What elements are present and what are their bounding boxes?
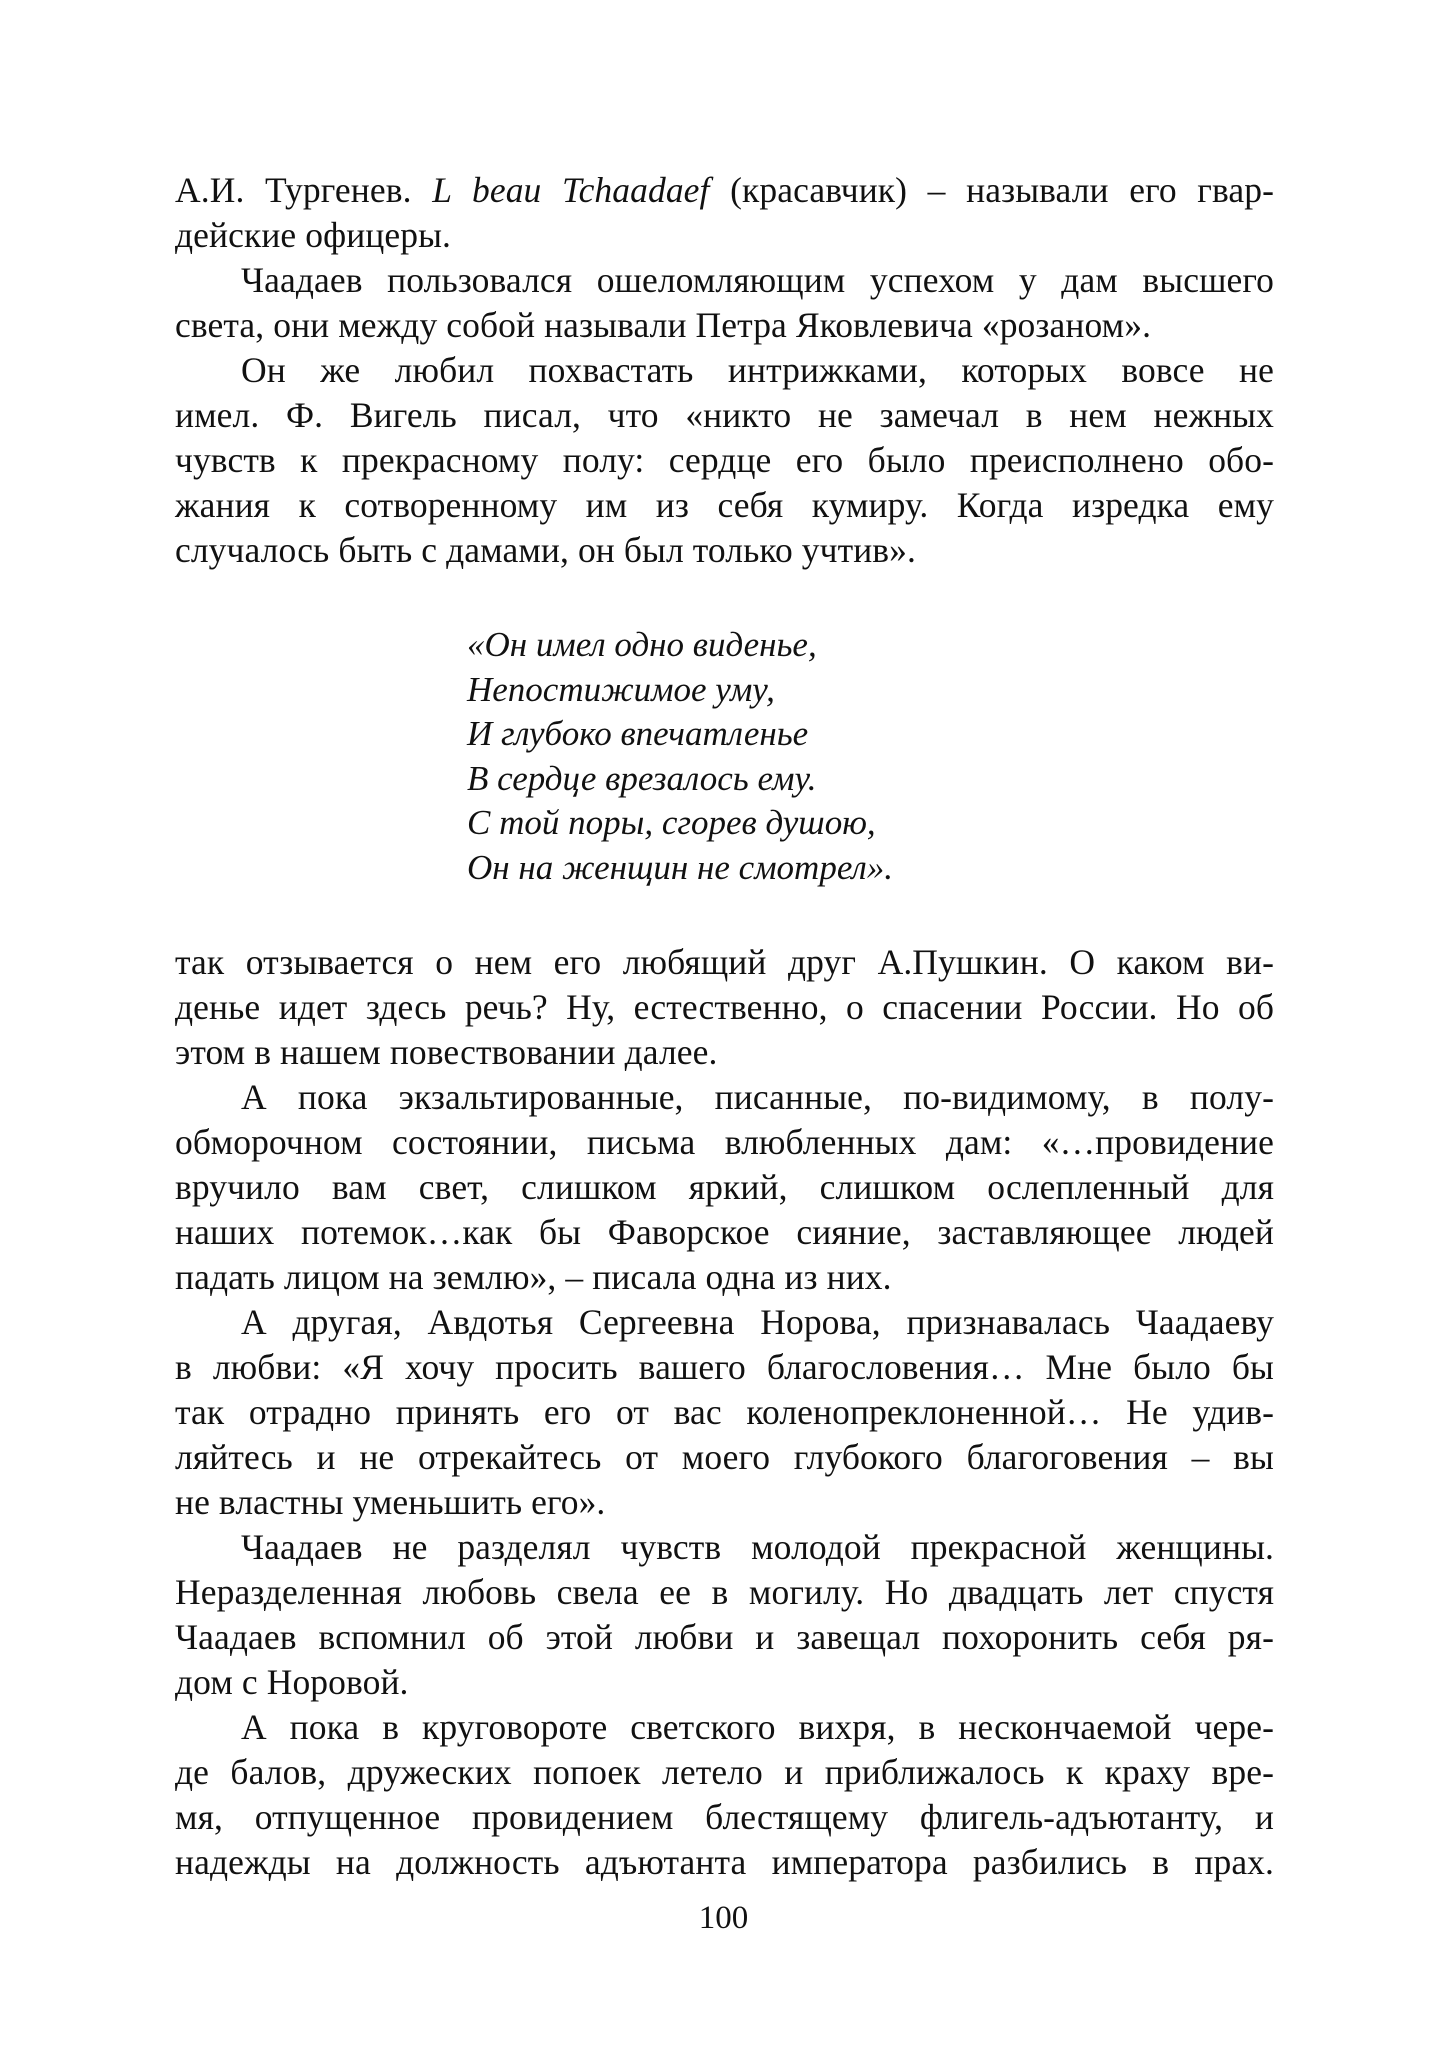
- text-line: Неразделенная любовь свела ее в могилу. Но двадцать лет спустя: [175, 1572, 1274, 1612]
- italic-phrase: L beau Tchaadaef: [432, 170, 710, 210]
- text-line: так отзывается о нем его любящий друг А.Пушкин. О каком ви-: [175, 942, 1274, 982]
- text-line: Чаадаев вспомнил об этой любви и завещал похоронить себя ря-: [175, 1617, 1274, 1657]
- text-line: чувств к прекрасному полу: сердце его было преисполнено обо-: [175, 440, 1274, 480]
- text-line: Чаадаев пользовался ошеломляющим успехом у дам высшего: [241, 260, 1274, 300]
- text-line: обморочном состоянии, письма влюбленных дам: «…провидение: [175, 1122, 1274, 1162]
- text-line: наших потемок…как бы Фаворское сияние, заставляющее людей: [175, 1212, 1274, 1252]
- text-line: денье идет здесь речь? Ну, естественно, о спасении России. Но об: [175, 987, 1274, 1027]
- text-line: мя, отпущенное провидением блестящему флигель-адъютанту, и: [175, 1797, 1274, 1837]
- text-line: надежды на должность адъютанта императора разбились в прах.: [175, 1842, 1274, 1882]
- text-line: Он же любил похвастать интрижками, которых вовсе не: [241, 350, 1274, 390]
- text-block-bottom: [175, 940, 1274, 1885]
- text-segment: (красавчик) – называли его гвар-: [709, 170, 1274, 210]
- poem-quote: [467, 623, 893, 890]
- text-line: падать лицом на землю», – писала одна из них.: [175, 1257, 892, 1297]
- text-block-top: [175, 168, 1274, 573]
- text-line: вручило вам свет, слишком яркий, слишком ослепленный для: [175, 1167, 1274, 1207]
- text-line: так отрадно принять его от вас коленопреклоненной… Не удив-: [175, 1392, 1274, 1432]
- page-number: 100: [698, 1900, 749, 1936]
- text-line: А другая, Авдотья Сергеевна Норова, признавалась Чаадаеву: [241, 1302, 1274, 1342]
- text-line: [175, 168, 1274, 213]
- text-line: А пока экзальтированные, писанные, по-видимому, в полу-: [241, 1077, 1274, 1117]
- poem-line: И глубоко впечатленье: [467, 714, 809, 753]
- text-line: ляйтесь и не отрекайтесь от моего глубокого благоговения – вы: [175, 1437, 1274, 1477]
- text-line: случалось быть с дамами, он был только учтив».: [175, 530, 916, 570]
- poem-line: С той поры, сгорев душою,: [467, 803, 876, 842]
- text-line: света, они между собой называли Петра Яковлевича «розаном».: [175, 305, 1152, 345]
- text-line: жания к сотворенному им из себя кумиру. Когда изредка ему: [175, 485, 1274, 525]
- text-line: дом с Норовой.: [175, 1662, 409, 1702]
- text-line: этом в нашем повествовании далее.: [175, 1032, 718, 1072]
- poem-line: «Он имел одно виденье,: [467, 625, 817, 664]
- poem-line: Непостижимое уму,: [467, 669, 775, 709]
- text-line: не властны уменьшить его».: [175, 1482, 606, 1522]
- text-line: имел. Ф. Вигель писал, что «никто не замечал в нем нежных: [175, 395, 1274, 435]
- poem-line: Он на женщин не смотрел».: [467, 847, 893, 887]
- text-line: Чаадаев не разделял чувств молодой прекрасной женщины.: [241, 1527, 1274, 1567]
- text-segment: А.И. Тургенев.: [175, 170, 433, 210]
- text-line: в любви: «Я хочу просить вашего благословения… Мне было бы: [175, 1347, 1274, 1387]
- text-line: А пока в круговороте светского вихря, в нескончаемой чере-: [241, 1707, 1274, 1747]
- text-line: де балов, дружеских попоек летело и приближалось к краху вре-: [175, 1752, 1274, 1792]
- text-line: дейские офицеры.: [175, 215, 452, 255]
- poem-line: В сердце врезалось ему.: [467, 758, 817, 798]
